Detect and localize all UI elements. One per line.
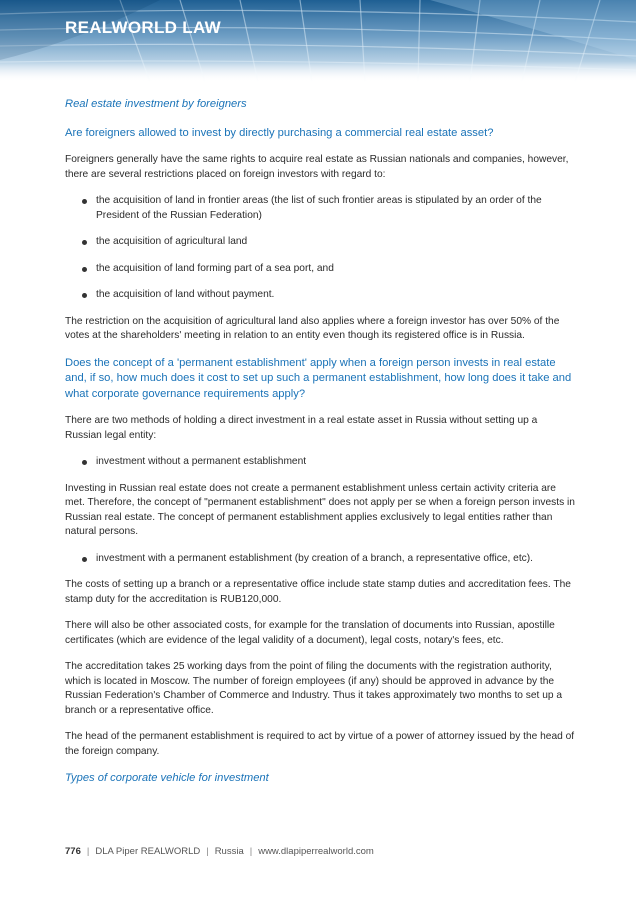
brand-title: REALWORLD LAW — [65, 18, 221, 37]
question-heading: Are foreigners allowed to invest by directly purchasing a commercial real estate asset? — [65, 126, 494, 139]
header-banner — [0, 0, 636, 82]
list-item-text: the acquisition of land without payment. — [96, 289, 275, 300]
separator: | — [206, 846, 209, 857]
bullet-icon — [82, 460, 87, 465]
paragraph: The restriction on the acquisition of agricultural land also applies where a foreign investor has over 50% of the votes at the shareholders' meeting in relation to an entity even though its registered office is in Russia. — [65, 315, 560, 341]
bullet-icon — [82, 557, 87, 562]
paragraph: Investing in Russian real estate does not create a permanent establishment unless certain activity criteria are met. Therefore, the concept of "permanent establishment" does not apply per se when a foreign person invests in Russian real estate. The concept of permanent establishment applies exclusively to legal entities rather than natural persons. — [65, 482, 575, 537]
bullet-list — [65, 552, 575, 567]
list-item — [65, 262, 575, 277]
paragraph: There are two methods of holding a direct investment in a real estate asset in Russia without setting up a Russian legal entity: — [65, 415, 538, 441]
paragraph: The costs of setting up a branch or a representative office include state stamp duties and accreditation fees. The stamp duty for the accreditation is RUB120,000. — [65, 579, 571, 605]
paragraph: There will also be other associated costs, for example for the translation of documents into Russian, apostille certificates (which are evidence of the legal validity of a document), legal costs, notary's fees, etc. — [65, 620, 555, 646]
section-heading: Real estate investment by foreigners — [65, 98, 247, 110]
website-url: www.dlapiperrealworld.com — [258, 846, 374, 857]
bullet-icon — [82, 240, 87, 245]
document-body — [65, 97, 575, 800]
list-item-text: the acquisition of land forming part of a sea port, and — [96, 262, 334, 274]
list-item-text: investment with a permanent establishment (by creation of a branch, a representative office, etc). — [96, 552, 533, 564]
list-item — [65, 194, 575, 223]
paragraph: The head of the permanent establishment is required to act by virtue of a power of attorney issued by the head of the foreign company. — [65, 731, 575, 757]
list-item — [65, 455, 575, 470]
bullet-icon — [82, 199, 87, 204]
question-heading: Does the concept of a 'permanent establishment' apply when a foreign person invests in real estate and, if so, how much does it cost to set up such a permanent establishment, how long does it take and what corporate governance requirements apply? — [65, 356, 572, 400]
country-name: Russia — [214, 846, 244, 857]
section-heading: Types of corporate vehicle for investment — [65, 772, 269, 784]
bullet-list — [65, 455, 575, 470]
separator: | — [249, 846, 253, 857]
publisher-name: DLA Piper REALWORLD — [95, 846, 201, 857]
list-item — [65, 235, 575, 250]
list-item — [65, 288, 575, 303]
bullet-icon — [82, 293, 87, 298]
separator: | — [86, 846, 90, 857]
list-item — [65, 552, 575, 567]
page-number: 776 — [65, 846, 81, 857]
list-item-text: the acquisition of agricultural land — [96, 236, 248, 247]
page-footer — [65, 846, 374, 857]
list-item-text: investment without a permanent establishment — [96, 456, 307, 467]
bullet-icon — [82, 267, 87, 272]
paragraph: The accreditation takes 25 working days from the point of filing the documents with the registration authority, which is located in Moscow. The number of foreign employees (if any) should be approved in advance by the Russian Federation's Chamber of Commerce and Industry. Thus it takes approximately two months to set up a branch or a representative office. — [65, 661, 563, 716]
building-glass-facade-image — [0, 0, 636, 82]
list-item-text: the acquisition of land in frontier areas (the list of such frontier areas is stipulated by an order of the President of the Russian Federation) — [96, 195, 542, 221]
bullet-list — [65, 194, 575, 303]
paragraph: Foreigners generally have the same rights to acquire real estate as Russian nationals and companies, however, there are several restrictions placed on foreign investors with regard to: — [65, 154, 569, 180]
